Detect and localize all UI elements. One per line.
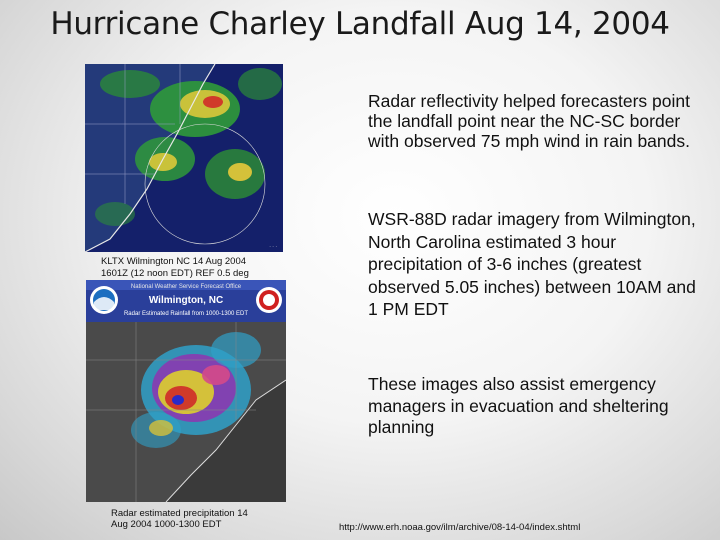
- paragraph-emergency-planning: These images also assist emergency managers in evacuation and sheltering planning: [368, 374, 669, 437]
- svg-text:· · ·: · · ·: [269, 244, 277, 250]
- paragraph-precipitation: WSR-88D radar imagery from Wilmington, North Carolina estimated 3 hour precipitation of 3-6 inches (greatest observed 5.05 inches) between 10AM and 1 PM EDT: [368, 209, 696, 319]
- slide-title: Hurricane Charley Landfall Aug 14, 2004: [50, 6, 670, 42]
- reflectivity-caption-line2: 1601Z (12 noon EDT) REF 0.5 deg: [101, 268, 249, 279]
- precip-subtitle-text: Radar Estimated Rainfall from 1000-1300 EDT: [123, 311, 249, 317]
- reflectivity-caption: [101, 256, 291, 280]
- precipitation-caption: [111, 508, 281, 530]
- precip-banner-text: National Weather Service Forecast Office: [130, 284, 242, 290]
- paragraph-reflectivity: Radar reflectivity helped forecasters point the landfall point near the NC-SC border with observed 75 mph wind in rain bands.: [368, 91, 690, 151]
- reflectivity-caption-line1: KLTX Wilmington NC 14 Aug 2004: [101, 256, 247, 267]
- radar-reflectivity-image: [85, 64, 283, 252]
- radar-precipitation-image: [86, 280, 286, 502]
- source-url-link[interactable]: http://www.erh.noaa.gov/ilm/archive/08-14-04/index.shtml: [339, 522, 581, 533]
- precipitation-caption-line2: Aug 2004 1000-1300 EDT: [111, 519, 222, 530]
- precipitation-caption-line1: Radar estimated precipitation 14: [111, 508, 248, 519]
- precip-location-text: Wilmington, NC: [148, 295, 224, 306]
